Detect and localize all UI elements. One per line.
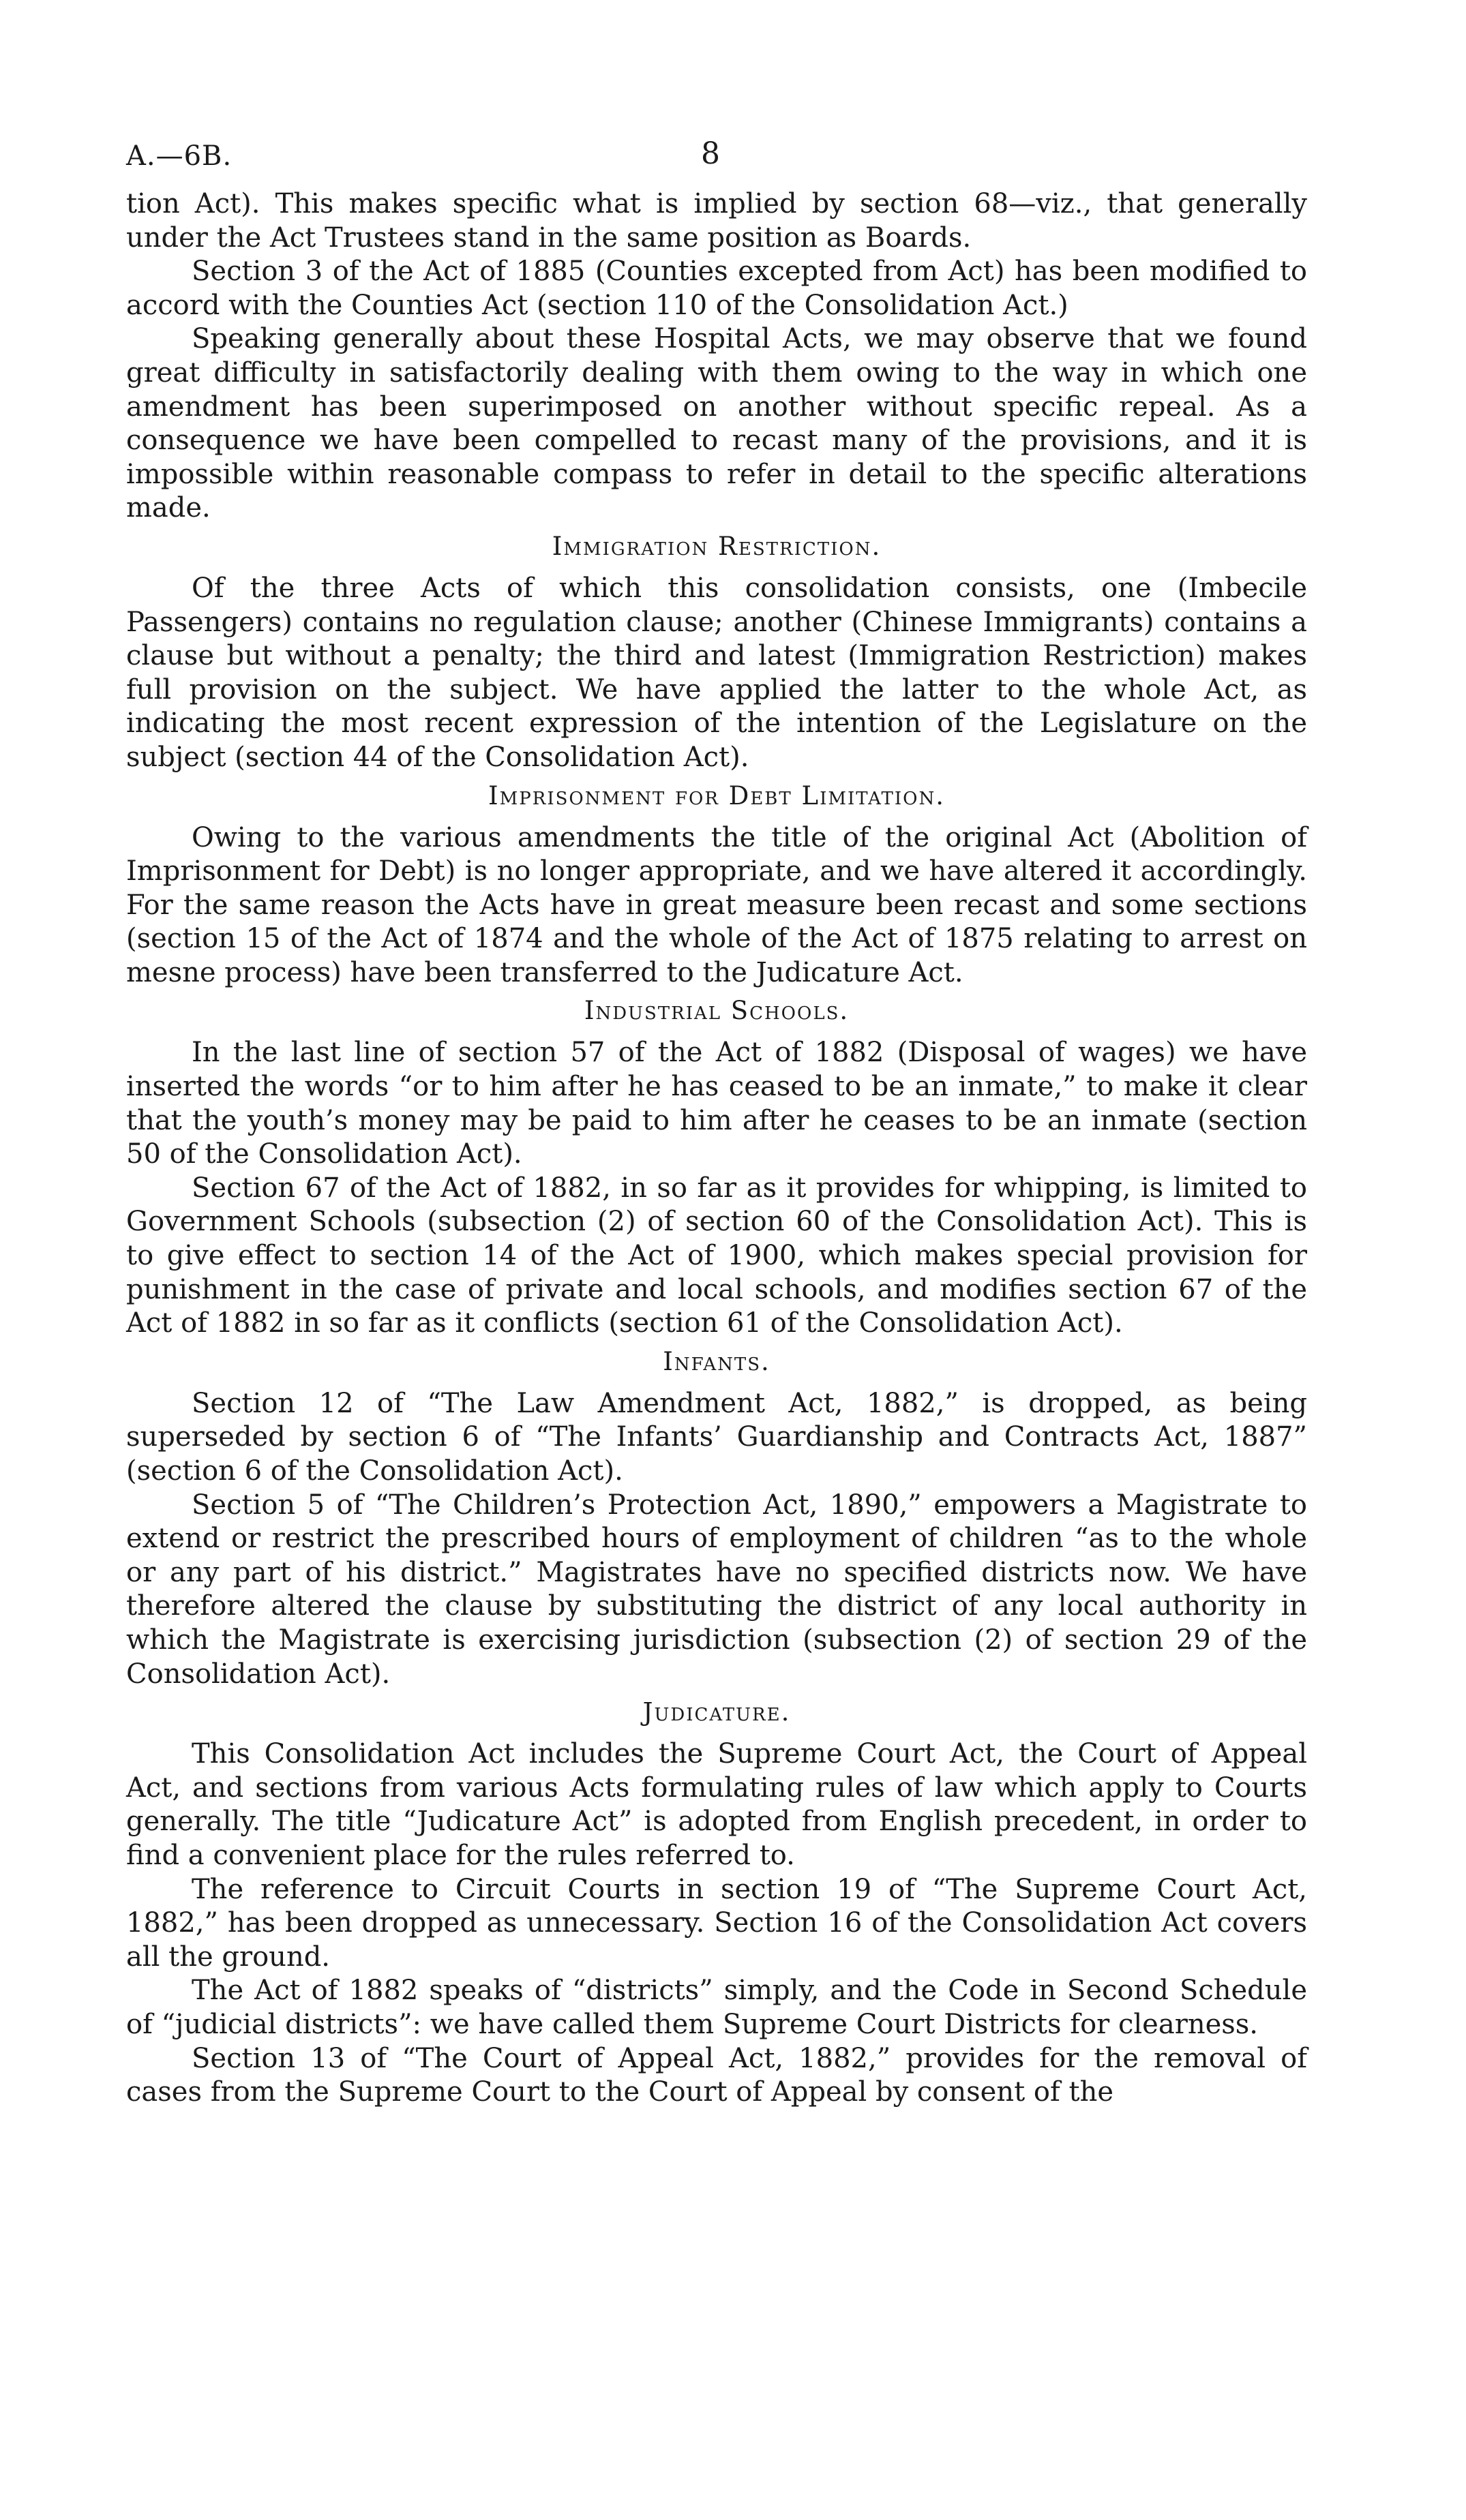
- paragraph: Section 3 of the Act of 1885 (Counties excepted from Act) has been modified to accord with the Counties Act (section 110 of the Consolidation Act.): [126, 256, 1307, 321]
- paragraph: tion Act). This makes specific what is implied by section 68—viz., that generally under the Act Trustees stand in the same position as Boards.: [126, 188, 1307, 254]
- paragraph: The Act of 1882 speaks of “districts” simply, and the Code in Second Schedule of “judicial districts”: we have called them Supreme Court Districts for clearness.: [126, 1975, 1307, 2040]
- page-header: [126, 136, 1307, 187]
- section-heading-immigration: Immigration Restriction.: [552, 531, 882, 561]
- paragraph: This Consolidation Act includes the Supreme Court Act, the Court of Appeal Act, and sections from various Acts formulating rules of law which apply to Courts generally. The title “Judicature Act” is adopted from English precedent, in order to find a convenient place for the rules referred to.: [126, 1738, 1307, 1871]
- section-heading-industrial-schools: Industrial Schools.: [584, 996, 850, 1026]
- page-number: 8: [701, 136, 720, 171]
- document-reference: A.—6B.: [126, 140, 233, 172]
- section-heading-judicature: Judicature.: [642, 1697, 791, 1727]
- document-page: [126, 136, 1307, 2110]
- paragraph: Section 67 of the Act of 1882, in so far as it provides for whipping, is limited to Government Schools (subsection (2) of section 60 of the Consolidation Act). This is to give effect to section 14 of the Act of 1900, which makes special provision for punishment in the case of private and local schools, and modifies section 67 of the Act of 1882 in so far as it conflicts (section 61 of the Consolidation Act).: [126, 1172, 1307, 1339]
- paragraph: Section 12 of “The Law Amendment Act, 1882,” is dropped, as being superseded by section 6 of “The Infants’ Guardianship and Contracts Act, 1887” (section 6 of the Consolidation Act).: [126, 1387, 1307, 1487]
- paragraph: Section 5 of “The Children’s Protection Act, 1890,” empowers a Magistrate to extend or restrict the prescribed hours of employment of children “as to the whole or any part of his district.” Magistrates have no specified districts now. We have therefore altered the clause by substituting the district of any local authority in which the Magistrate is exercising jurisdiction (subsection (2) of section 29 of the Consolidation Act).: [126, 1489, 1307, 1690]
- section-heading-infants: Infants.: [663, 1346, 771, 1376]
- paragraph: Owing to the various amendments the title of the original Act (Abolition of Imprisonment for Debt) is no longer appropriate, and we have altered it accordingly. For the same reason the Acts have in great measure been recast and some sections (section 15 of the Act of 1874 and the whole of the Act of 1875 relating to arrest on mesne process) have been transferred to the Judicature Act.: [126, 821, 1307, 988]
- paragraph: The reference to Circuit Courts in section 19 of “The Supreme Court Act, 1882,” has been dropped as unnecessary. Section 16 of the Consolidation Act covers all the ground.: [126, 1873, 1307, 1973]
- paragraph: Section 13 of “The Court of Appeal Act, 1882,” provides for the removal of cases from the Supreme Court to the Court of Appeal by consent of the: [126, 2042, 1307, 2108]
- paragraph: Of the three Acts of which this consolidation consists, one (Imbecile Passengers) contains no regulation clause; another (Chinese Immigrants) contains a clause but without a penalty; the third and latest (Immigration Restriction) makes full provision on the subject. We have applied the latter to the whole Act, as indicating the most recent expression of the intention of the Legislature on the subject (section 44 of the Consolidation Act).: [126, 572, 1307, 773]
- paragraph: In the last line of section 57 of the Act of 1882 (Disposal of wages) we have inserted the words “or to him after he has ceased to be an inmate,” to make it clear that the youth’s money may be paid to him after he ceases to be an inmate (section 50 of the Consolidation Act).: [126, 1037, 1307, 1170]
- paragraph: Speaking generally about these Hospital Acts, we may observe that we found great difficulty in satisfactorily dealing with them owing to the way in which one amendment has been superimposed on another without specific repeal. As a consequence we have been compelled to recast many of the provisions, and it is impossible within reasonable compass to refer in detail to the specific alterations made.: [126, 323, 1307, 524]
- section-heading-imprisonment: Imprisonment for Debt Limitation.: [488, 780, 945, 810]
